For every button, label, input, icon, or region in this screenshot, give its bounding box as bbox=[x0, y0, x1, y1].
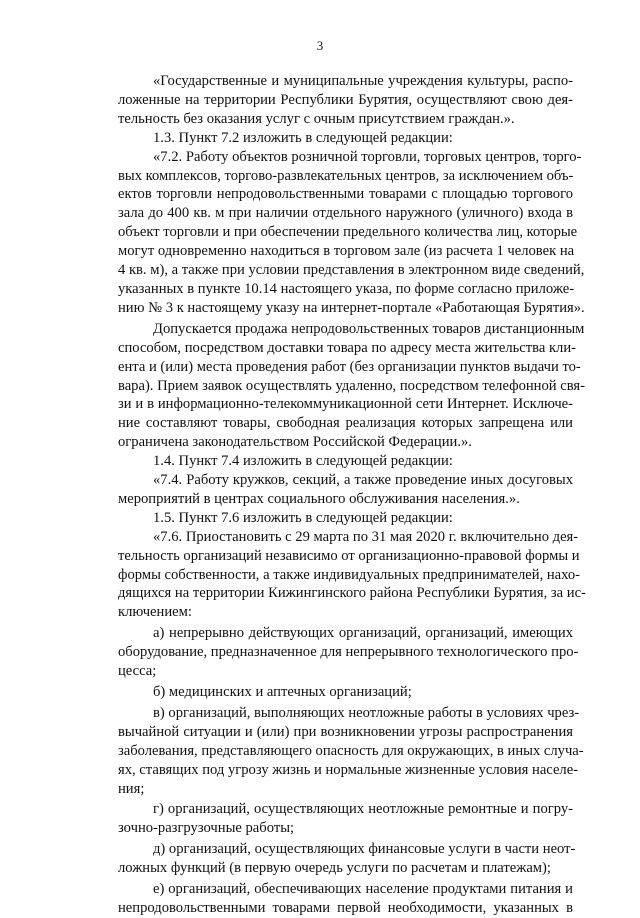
text-line: зала до 400 кв. м при наличии отдельного наружного (уличного) входа в bbox=[118, 205, 573, 222]
text-line: Допускается продажа непродовольственных товаров дистанционным bbox=[153, 320, 585, 337]
text-line: а) непрерывно действующих организаций, организаций, имеющих bbox=[153, 625, 573, 642]
text-line: 1.5. Пункт 7.6 изложить в следующей редакции: bbox=[153, 509, 453, 526]
text-line: ента и (или) места проведения работ (без организации пунктов выдачи то- bbox=[118, 358, 581, 375]
text-line: ния; bbox=[118, 780, 145, 797]
text-line: способом, посредством доставки товара по адресу места жительства кли- bbox=[118, 339, 576, 356]
text-line: формы собственности, а также индивидуальных предпринимателей, нахо- bbox=[118, 566, 581, 583]
text-line: цесса; bbox=[118, 663, 157, 680]
text-line: вычайной ситуации и (или) при возникновении угрозы распространения bbox=[118, 723, 573, 740]
text-line: нию № 3 к настоящему указу на интернет-портале «Работающая Бурятия». bbox=[118, 299, 585, 316]
text-line: оборудование, предназначенное для непрерывного технологического про- bbox=[118, 644, 579, 661]
text-line: г) организаций, осуществляющих неотложные ремонтные и погру- bbox=[153, 801, 573, 818]
text-line: ние составляют товары, свободная реализация которых запрещена или bbox=[118, 415, 573, 432]
text-line: «7.2. Работу объектов розничной торговли, торговых центров, торго- bbox=[153, 148, 582, 165]
text-line: указанных в пункте 10.14 настоящего указа, по форме согласно приложе- bbox=[118, 280, 575, 297]
text-line: ложенные на территории Республики Бурятия, осуществляют свою дея- bbox=[118, 91, 573, 108]
text-line: д) организаций, осуществляющих финансовые услуги в части неот- bbox=[153, 841, 576, 858]
text-line: ограничена законодательством Российской Федерации.». bbox=[118, 434, 472, 451]
text-line: ектов торговли непродовольственными товарами с площадью торгового bbox=[118, 186, 573, 203]
document-body bbox=[118, 72, 586, 918]
text-line: заболевания, представляющего опасность для окружающих, в иных случа- bbox=[118, 742, 584, 759]
text-line: 1.4. Пункт 7.4 изложить в следующей редакции: bbox=[153, 453, 453, 470]
text-line: зи и в информационно-телекоммуникационной сети Интернет. Исключе- bbox=[118, 396, 573, 413]
text-line: 4 кв. м), а также при условии представления в электронном виде сведений, bbox=[118, 262, 585, 279]
text-line: вых комплексов, торгово-развлекательных центров, за исключением объ- bbox=[118, 167, 574, 184]
text-line: «Государственные и муниципальные учреждения культуры, распо- bbox=[153, 73, 573, 89]
text-line: непродовольственными товарами первой необходимости, указанных в bbox=[118, 899, 573, 916]
text-line: ях, ставящих под угрозу жизнь и нормальные жизненные условия населе- bbox=[118, 761, 579, 778]
text-line: е) организаций, обеспечивающих население продуктами питания и bbox=[153, 881, 573, 898]
text-line: тельность организаций независимо от организационно-правовой формы и bbox=[118, 547, 580, 564]
text-line: тельность без оказания услуг с очным присутствием граждан.». bbox=[118, 110, 515, 127]
text-line: объект торговли и при обеспечении предельного количества лиц, которые bbox=[118, 224, 578, 241]
text-line: ложных функций (в первую очередь услуги по расчетам и платежам); bbox=[118, 860, 551, 877]
text-line: мероприятий в центрах социального обслуживания населения.». bbox=[118, 490, 520, 507]
text-line: могут одновременно находиться в торговом зале (из расчета 1 человек на bbox=[118, 243, 575, 260]
text-line: вара). Прием заявок осуществлять удаленно, посредством телефонной свя- bbox=[118, 377, 585, 394]
text-line: ключением: bbox=[118, 604, 192, 621]
text-line: в) организаций, выполняющих неотложные работы в условиях чрез- bbox=[153, 704, 580, 721]
text-line: зочно-разгрузочные работы; bbox=[118, 820, 295, 837]
text-line: «7.4. Работу кружков, секций, а также проведение иных досуговых bbox=[153, 472, 573, 489]
text-line: дящихся на территории Кижингинского района Республики Бурятия, за ис- bbox=[118, 585, 586, 602]
text-line: «7.6. Приостановить с 29 марта по 31 мая 2020 г. включительно дея- bbox=[153, 528, 579, 545]
text-line: 1.3. Пункт 7.2 изложить в следующей редакции: bbox=[153, 129, 453, 146]
text-line: б) медицинских и аптечных организаций; bbox=[153, 684, 412, 700]
page-number: 3 bbox=[316, 38, 324, 53]
